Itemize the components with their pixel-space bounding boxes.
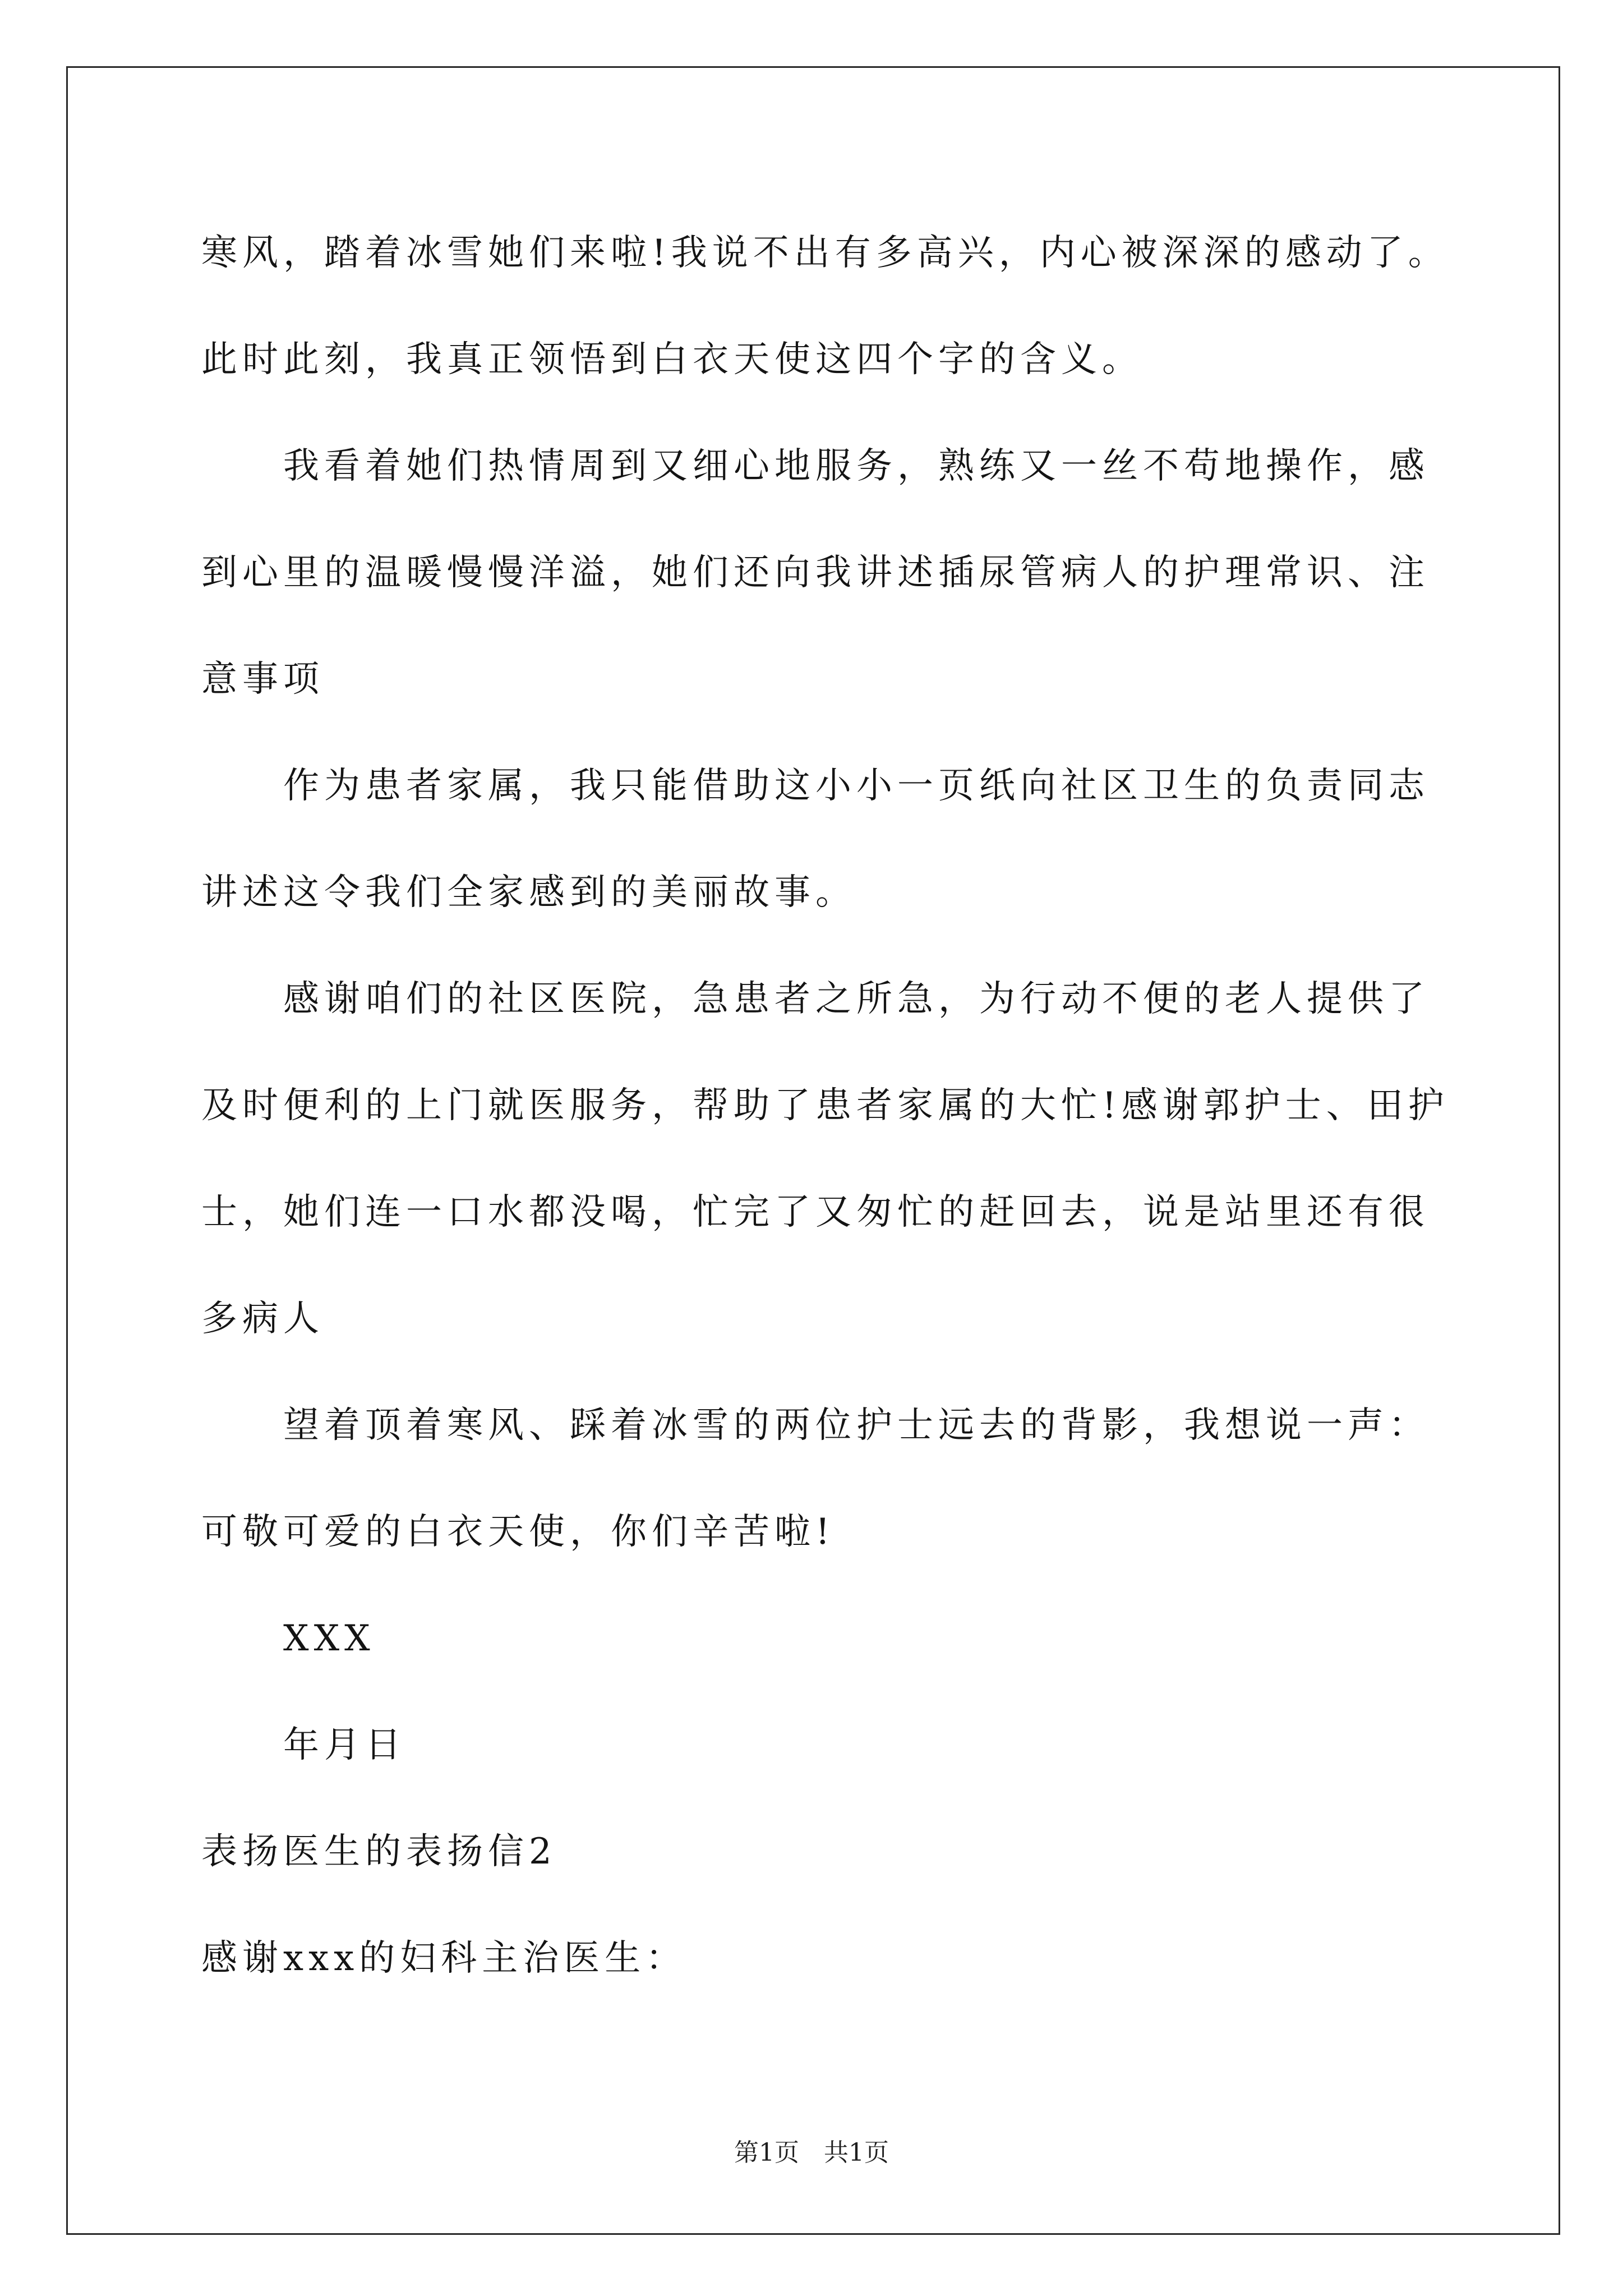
paragraph-start-line: 望着顶着寒风、踩着冰雪的两位护士远去的背影，我想说一声： [283, 1405, 1430, 1446]
signature: XXX [283, 1618, 375, 1659]
text-line: 及时便利的上门就医服务，帮助了患者家属的大忙!感谢郭护士、田护 [201, 1085, 1449, 1126]
salutation: 感谢xxx的妇科主治医生： [201, 1938, 687, 1979]
text-line: 多病人 [201, 1298, 324, 1340]
text-line: 士，她们连一口水都没喝，忙完了又匆忙的赶回去，说是站里还有很 [201, 1191, 1430, 1233]
text-line: 讲述这令我们全家感到的美丽故事。 [201, 872, 856, 913]
text-line: 意事项 [201, 659, 324, 700]
paragraph-start-line: 我看着她们热情周到又细心地服务，熟练又一丝不苟地操作，感 [283, 445, 1430, 487]
paragraph-start-line: 感谢咱们的社区医院，急患者之所急，为行动不便的老人提供了 [283, 978, 1430, 1020]
text-line: 到心里的温暖慢慢洋溢，她们还向我讲述插尿管病人的护理常识、注 [201, 552, 1430, 593]
date-line: 年月日 [283, 1724, 406, 1766]
text-line: 可敬可爱的白衣天使，你们辛苦啦! [201, 1511, 835, 1553]
letter-body [201, 200, 1536, 2012]
text-line: 寒风，踏着冰雪她们来啦!我说不出有多高兴，内心被深深的感动了。 [201, 232, 1449, 274]
text-line: 此时此刻，我真正领悟到白衣天使这四个字的含义。 [201, 339, 1143, 380]
paragraph-start-line: 作为患者家属，我只能借助这小小一页纸向社区卫生的负责同志 [283, 765, 1430, 807]
letter-title: 表扬医生的表扬信2 [201, 1831, 557, 1872]
page-total: 共1页 [824, 2138, 889, 2167]
page-footer [0, 2138, 1623, 2168]
page-number: 第1页 [734, 2138, 799, 2167]
